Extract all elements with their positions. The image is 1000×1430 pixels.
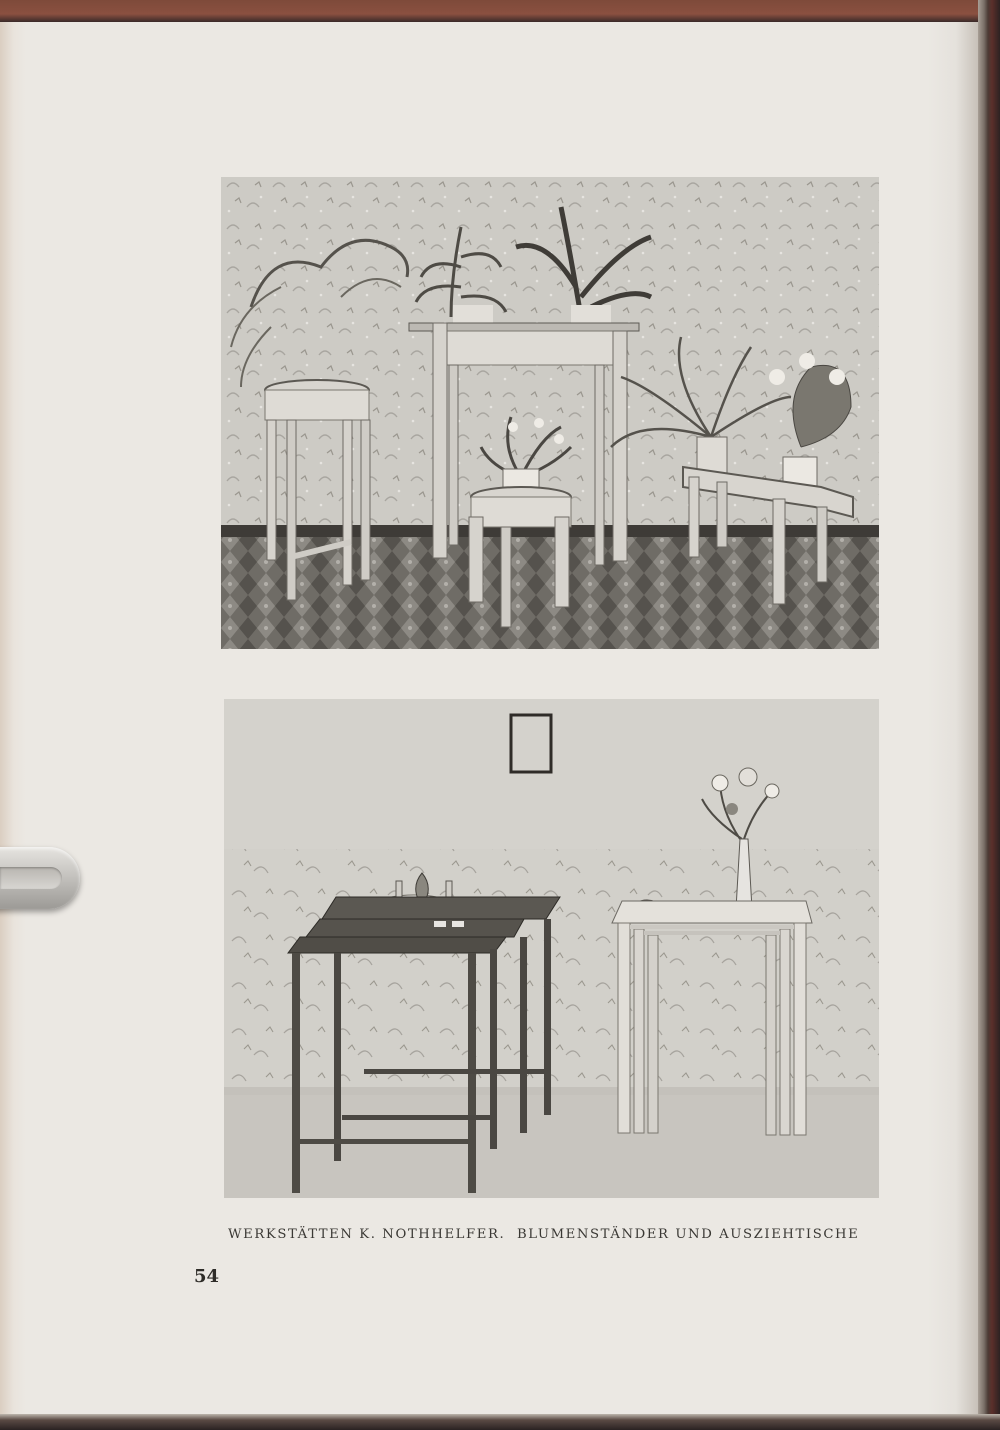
page-number: 54: [194, 1266, 220, 1287]
photo-plant-stands: [221, 177, 879, 649]
book-bottom-edge: [0, 1414, 1000, 1430]
paper-clip-icon: [0, 847, 80, 909]
caption-subject: BLUMENSTÄNDER UND AUSZIEHTISCHE: [516, 1227, 860, 1242]
book-spine-edge: [978, 0, 1000, 1430]
plant-stands-illustration: [221, 177, 879, 649]
photo-caption: [228, 1227, 888, 1242]
nesting-tables-illustration: [224, 699, 879, 1198]
book-page: [0, 22, 978, 1416]
caption-workshop: WERKSTÄTTEN K. NOTHHELFER.: [228, 1227, 506, 1242]
photo-nesting-tables: [224, 699, 879, 1198]
